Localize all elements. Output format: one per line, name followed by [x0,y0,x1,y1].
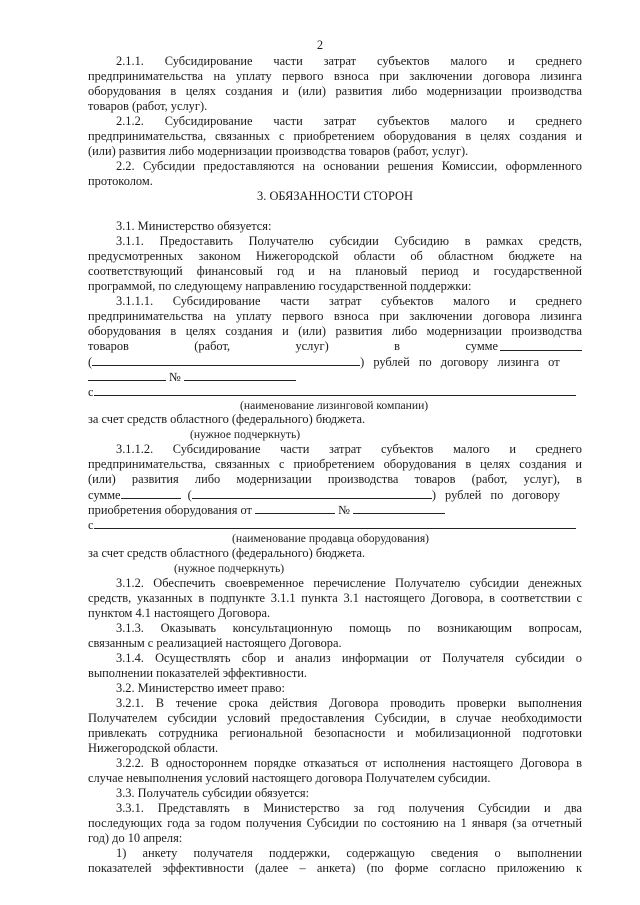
text-line: 1) анкету получателя поддержки, содержащую сведения о выполнении [116,846,582,860]
caption: (наименование лизинговой компании) [240,399,429,412]
caption: (нужное подчеркнуть) [174,562,285,575]
number-sign: № [169,370,181,384]
number-blank[interactable] [353,502,445,514]
text-line: 3.1.4. Осуществлять сбор и анализ информации от Получателя субсидии о [116,651,582,665]
sum-label: сумме [88,488,121,502]
text-line: привлекать сотрудника региональной безопасности и мобилизационной подготовки [88,726,582,740]
number-blank[interactable] [184,369,296,381]
caption: (нужное подчеркнуть) [190,428,301,441]
text-line: предпринимательства, связанных с приобретением оборудования в целях создания и [88,129,582,143]
amount-blank[interactable] [500,339,582,351]
text-line: 3.3. Получатель субсидии обязуется: [116,786,310,800]
text-line: Нижегородской области. [88,741,219,755]
text-line: 3.1.1.2. Субсидирование части затрат субъектов малого и среднего [116,442,582,456]
text-line: 3.1.1.1. Субсидирование части затрат субъектов малого и среднего [116,294,582,308]
text-line: 3.2.2. В одностороннем порядке отказаться от исполнения настоящего Договора в [116,756,582,770]
text-line: 3.3.1. Представлять в Министерство за год получения Субсидии и два [116,801,582,815]
date-blank[interactable] [255,502,335,514]
text-line: год) до 10 апреля: [88,831,183,845]
number-sign: № [338,503,351,517]
text-line: за счет средств областного (федерального) бюджета. [88,412,366,426]
text-line: 3.1.1. Предоставить Получателю субсидии Субсидию в рамках средств, [116,234,582,248]
prefix-s: с [88,518,94,532]
fill-line-text: приобретения оборудования от [88,503,252,517]
text-line: связанным с реализацией настоящего Договора. [88,636,342,650]
text-line: выполнении показателей эффективности. [88,666,307,680]
text-line: протоколом. [88,174,153,188]
amount-words-blank[interactable] [92,354,360,366]
text-line: предусмотренных законом Нижегородской области об областном бюджете на [88,249,582,263]
text-line: оборудования в целях создания и (или) развития либо модернизации производства [88,324,582,338]
text-line: 2.2. Субсидии предоставляются на основании решения Комиссии, оформленного [116,159,582,173]
fill-line [88,502,582,518]
text-line: средств, указанных в подпункте 3.1.1 пункта 3.1 настоящего Договора, в соответствии с [88,591,582,605]
text-line: (или) развития либо модернизации производства товаров (работ, услуг), в [88,472,582,486]
page-number: 2 [316,38,324,52]
text-line: 3.2.1. В течение срока действия Договора проводить проверки выполнения [116,696,582,710]
text-line: предпринимательства на уплату первого взноса при заключении договора лизинга [88,309,582,323]
text-line: показателей эффективности (далее – анкета) (по форме согласно приложению к [88,861,582,875]
text-line: 3.2. Министерство имеет право: [116,681,285,695]
date-blank[interactable] [88,369,166,381]
seller-blank[interactable] [94,517,576,529]
sum-words-blank[interactable] [192,487,432,499]
text-line: соответствующий финансовый год и на плановый период и государственной [88,264,582,278]
text-line: Получателем субсидии условий предоставления Субсидии, в случае необходимости [88,711,582,725]
fill-line-text: ) рублей по договору лизинга от [360,355,560,369]
fill-line-text: ) рублей по договору [431,488,561,502]
text-line: программой, по следующему направлению государственной поддержки: [88,279,472,293]
text-line: пунктом 4.1 настоящего Договора. [88,606,271,620]
section-heading: 3. ОБЯЗАННОСТИ СТОРОН [257,189,413,203]
caption: (наименование продавца оборудования) [232,532,430,545]
lessor-blank[interactable] [94,384,576,396]
text-line: предпринимательства на уплату первого взноса при заключении договора лизинга [88,69,582,83]
text-line: оборудования в целях создания и (или) развития либо модернизации производства [88,84,582,98]
paren-open: ( [187,488,192,502]
text-line: (или) развития либо модернизации производства товаров (работ, услуг). [88,144,469,158]
prefix-s: с [88,385,94,399]
text-line: за счет средств областного (федерального) бюджета. [88,546,366,560]
fill-line [88,487,582,503]
fill-line [88,369,582,385]
text-line: случае невыполнения условий настоящего договора Получателем субсидии. [88,771,491,785]
text-line: 2.1.2. Субсидирование части затрат субъектов малого и среднего [116,114,582,128]
paren-open: ( [88,355,93,369]
text-line: 3.1.2. Обеспечить своевременное перечисление Получателю субсидии денежных [116,576,582,590]
fill-line [88,354,582,370]
text-line: предпринимательства, связанных с приобретением оборудования в целях создания и [88,457,582,471]
text-line: товаров (работ, услуг). [88,99,208,113]
text-line: 2.1.1. Субсидирование части затрат субъектов малого и среднего [116,54,582,68]
text-line: последующих года за годом получения Субсидии по состоянию на 1 января (за отчетный [88,816,582,830]
text-line: 3.1.3. Оказывать консультационную помощь по возникающим вопросам, [116,621,582,635]
sum-blank[interactable] [121,487,181,499]
text-line: 3.1. Министерство обязуется: [116,219,272,233]
text-line: товаров (работ, услуг) в сумме [88,339,498,353]
